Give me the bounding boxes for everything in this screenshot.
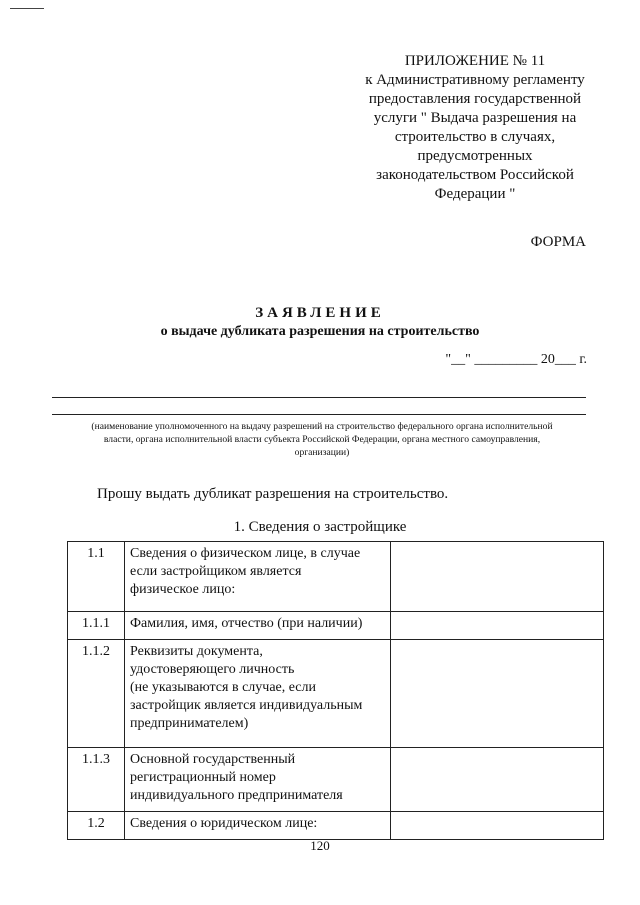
table-row [68,748,604,812]
scan-mark [10,8,44,9]
label-line: (не указываются в случае, если [130,680,316,695]
row-number: 1.1.1 [68,612,125,640]
applicant-info-table [67,541,604,840]
appendix-line: ПРИЛОЖЕНИЕ № 11 [404,53,546,69]
label-line: индивидуального предпринимателя [130,788,343,803]
label-line: удостоверяющего личность [130,662,295,677]
label-line: Фамилия, имя, отчество (при наличии) [130,616,363,631]
row-value-cell[interactable] [391,542,604,612]
table-row [68,612,604,640]
appendix-line: Федерации " [434,186,516,202]
appendix-line: к Административному регламенту [365,72,585,88]
caption-line: (наименование уполномоченного на выдачу разрешений на строительство федерального органа исполнительной [91,421,553,432]
row-label [125,748,391,812]
table-row [68,640,604,748]
row-label [125,542,391,612]
row-label [125,640,391,748]
row-number: 1.1.2 [68,640,125,748]
row-value-cell[interactable] [391,640,604,748]
appendix-line: услуги " Выдача разрешения на [373,110,577,126]
caption-line: власти, органа исполнительной власти субъекта Российской Федерации, органа местного самоуправления, [103,434,541,445]
document-title: ЗАЯВЛЕНИЕ [255,305,385,321]
appendix-line: законодательством Российской [376,167,574,183]
row-label [125,612,391,640]
appendix-line: предоставления государственной [368,91,582,107]
appendix-line: строительство в случаях, [394,129,556,145]
form-label: ФОРМА [530,234,586,250]
row-number: 1.1 [68,542,125,612]
label-line: Основной государственный [130,752,296,767]
row-value-cell[interactable] [391,612,604,640]
row-number: 1.1.3 [68,748,125,812]
caption-line: организации) [294,447,350,458]
label-line: застройщик является индивидуальным [130,698,363,713]
row-number: 1.2 [68,812,125,840]
date-field[interactable]: "__" _________ 20___ г. [445,352,587,367]
authority-caption [52,420,592,459]
authority-line-underline [52,414,586,415]
page-number: 120 [310,838,330,853]
appendix-header [335,52,615,204]
row-value-cell[interactable] [391,748,604,812]
row-value-cell[interactable] [391,812,604,840]
label-line: физическое лицо: [130,582,236,597]
label-line: Сведения о физическом лице, в случае [130,546,361,561]
table-row [68,542,604,612]
label-line: если застройщиком является [130,564,302,579]
document-subtitle: о выдаче дубликата разрешения на строительство [160,324,480,339]
label-line: предпринимателем) [130,716,249,731]
appendix-line: предусмотренных [417,148,533,164]
row-label [125,812,391,840]
label-line: регистрационный номер [130,770,276,785]
section-title: 1. Сведения о застройщике [233,519,407,535]
table-row [68,812,604,840]
authority-line[interactable] [52,397,586,398]
request-text: Прошу выдать дубликат разрешения на строительство. [97,486,449,502]
label-line: Реквизиты документа, [130,644,263,659]
label-line: Сведения о юридическом лице: [130,816,318,831]
